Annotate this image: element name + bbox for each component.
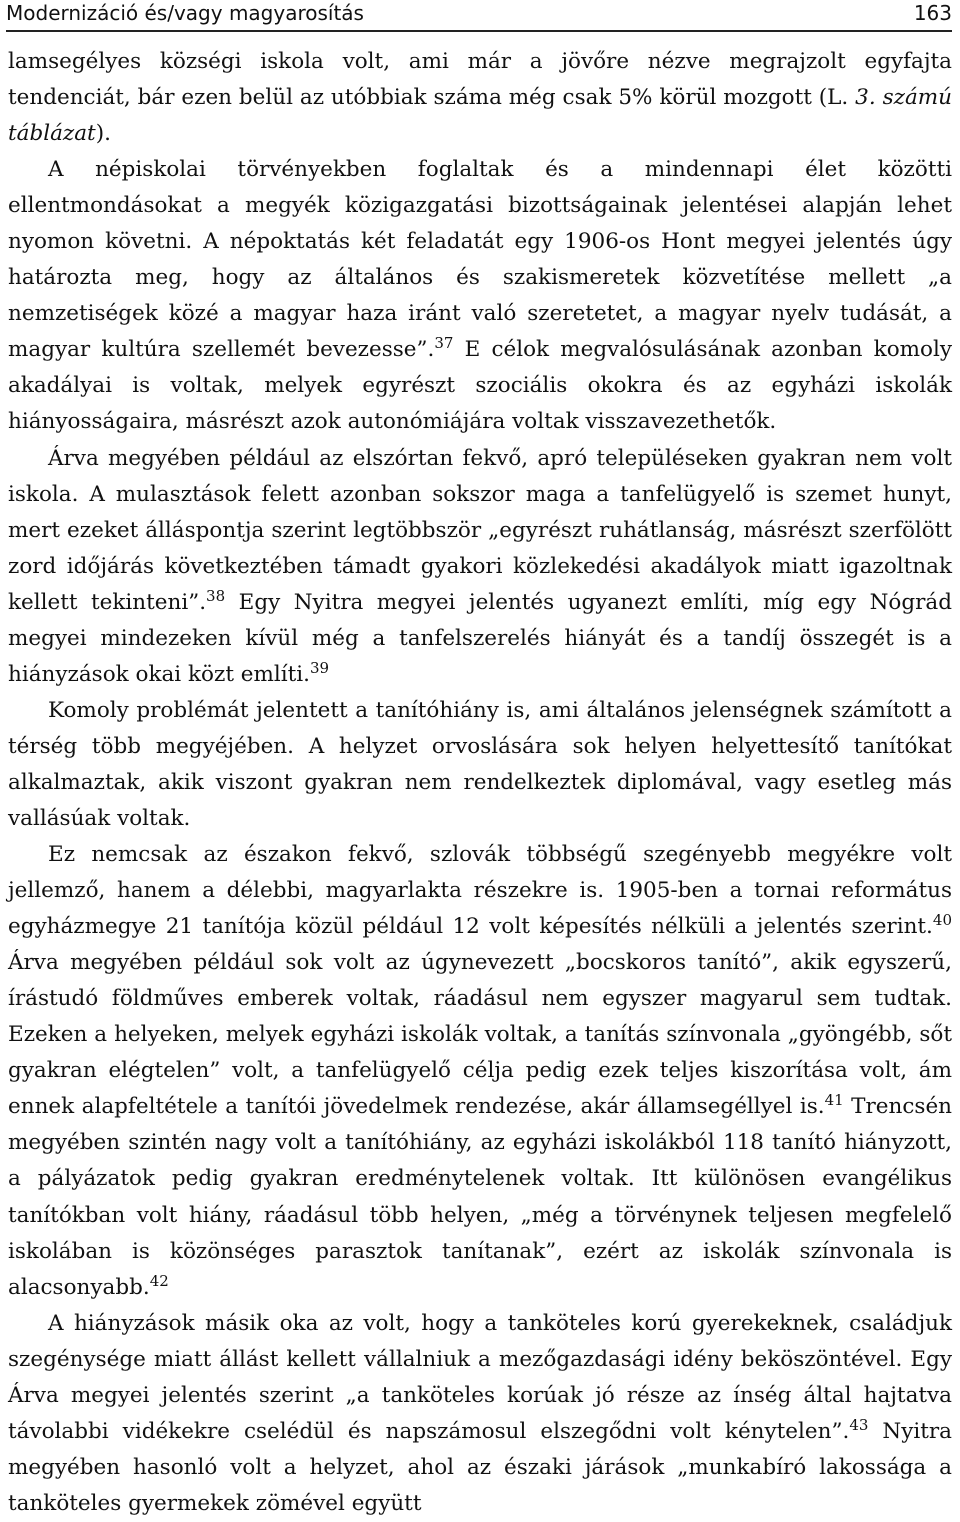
paragraph-1 [8, 44, 952, 152]
paragraph-2-text-a: A népiskolai törvényekben foglaltak és a mindennapi élet közötti ellentmondásokat a megyék közigazgatási bizottságainak jelentései alapján lehet nyomon követni. A népoktatás két feladatát egy 1906-os Hont megyei jelentés úgy határozta meg, hogy az általános és szakismeretek közvetítése mellett „a nemzetiségek közé a magyar haza iránt való szeretetet, a magyar nyelv tudását, a magyar kultúra szellemét bevezesse”. [8, 157, 952, 363]
paragraph-1-text-b: ). [95, 121, 111, 147]
paragraph-2-text-b: E célok megvalósulásának azonban komoly akadályai is voltak, melyek egyrészt szociális okokra és az egyházi iskolák hiányosságaira, másrészt azok autonómiájára voltak visszavezethetők. [8, 337, 952, 435]
paragraph-5-text-c: Trencsén megyében szintén nagy volt a tanítóhiány, az egyházi iskolákból 118 tanító hiányzott, a pályázatok pedig gyakran eredménytelenek voltak. Itt különösen evangélikus tanítókban volt hiány, ráadásul több helyen, „még a törvénynek teljesen megfelelő iskolában is közönséges parasztok tanítanak”, ezért az iskolák színvonala is alacsonyabb. [8, 1094, 953, 1300]
chapter-title: Modernizáció és/vagy magyarosítás [6, 1, 364, 25]
paragraph-3-text-b: Egy Nyitra megyei jelentés ugyanezt említi, míg egy Nógrád megyei mindezeken kívül még a tanfelszerelés hiányát és a tandíj összegét is a hiányzások okai közt említi. [8, 589, 953, 687]
table-reference: 3. számú táblázat [8, 85, 952, 147]
paragraph-5 [8, 837, 952, 1306]
body-text [8, 44, 952, 1522]
footnote-marker-37[interactable]: 37 [434, 334, 454, 353]
paragraph-4-text: Komoly problémát jelentett a tanítóhiány is, ami általános jelenségnek számított a térség több megyéjében. A helyzet orvoslására sok helyen helyettesítő tanítókat alkalmaztak, akik viszont gyakran nem rendelkeztek diplomával, vagy esetleg más vallásúak voltak. [8, 697, 952, 831]
paragraph-3 [8, 441, 952, 693]
paragraph-6 [8, 1306, 952, 1522]
paragraph-1-text-a: lamsegélyes községi iskola volt, ami már a jövőre nézve megrajzolt egyfajta tendenciát, bár ezen belül az utóbbiak száma még csak 5% körül mozgott (L. [8, 49, 952, 111]
paragraph-6-text-b: Nyitra megyében hasonló volt a helyzet, ahol az északi járások „munkabíró lakossága a tanköteles gyermekek zömével együtt [8, 1418, 953, 1516]
footnote-marker-39[interactable]: 39 [310, 658, 330, 677]
footnote-marker-40[interactable]: 40 [932, 910, 952, 929]
footnote-marker-43[interactable]: 43 [849, 1415, 869, 1434]
paragraph-6-text-a: A hiányzások másik oka az volt, hogy a tanköteles korú gyerekeknek, családjuk szegénysége miatt állást kellett vállalniuk a mezőgazdasági idény beköszöntével. Egy Árva megyei jelentés szerint „a tanköteles korúak jó része az ínség által hajtatva távolabbi vidékekre cselédül és napszámosul elszegődni volt kénytelen”. [8, 1310, 952, 1444]
paragraph-5-text-a: Ez nemcsak az északon fekvő, szlovák többségű szegényebb megyékre volt jellemző, hanem a délebbi, magyarlakta részekre is. 1905-ben a tornai református egyházmegye 21 tanítója közül például 12 volt képesítés nélküli a jelentés szerint. [8, 842, 952, 940]
paragraph-3-text-a: Árva megyében például az elszórtan fekvő, apró településeken gyakran nem volt iskola. A mulasztások felett azonban sokszor maga a tanfelügyelő is szemet hunyt, mert ezeket álláspontja szerint legtöbbször „egyrészt ruhátlanság, másrészt szerfölött zord időjárás következtében támadt gyakori közlekedési akadályok miatt igazoltnak kellett tekinteni”. [8, 445, 952, 615]
paragraph-2 [8, 152, 952, 440]
footnote-marker-41[interactable]: 41 [824, 1091, 844, 1110]
running-header [6, 0, 952, 32]
page-number: 163 [913, 1, 952, 25]
footnote-marker-38[interactable]: 38 [206, 586, 226, 605]
paragraph-4 [8, 693, 952, 837]
footnote-marker-42[interactable]: 42 [149, 1271, 169, 1290]
paragraph-5-text-b: Árva megyében például sok volt az úgynevezett „bocskoros tanító”, akik egyszerű, írástudó földműves emberek voltak, ráadásul nem egyszer magyarul sem tudtak. Ezeken a helyeken, melyek egyházi iskolák voltak, a tanítás színvonala „gyöngébb, sőt gyakran elégtelen” volt, a tanfelügyelő célja pedig ezek teljes kiszorítása volt, ám ennek alapfeltétele a tanítói jövedelmek rendezése, akár államsegéllyel is. [8, 950, 952, 1120]
